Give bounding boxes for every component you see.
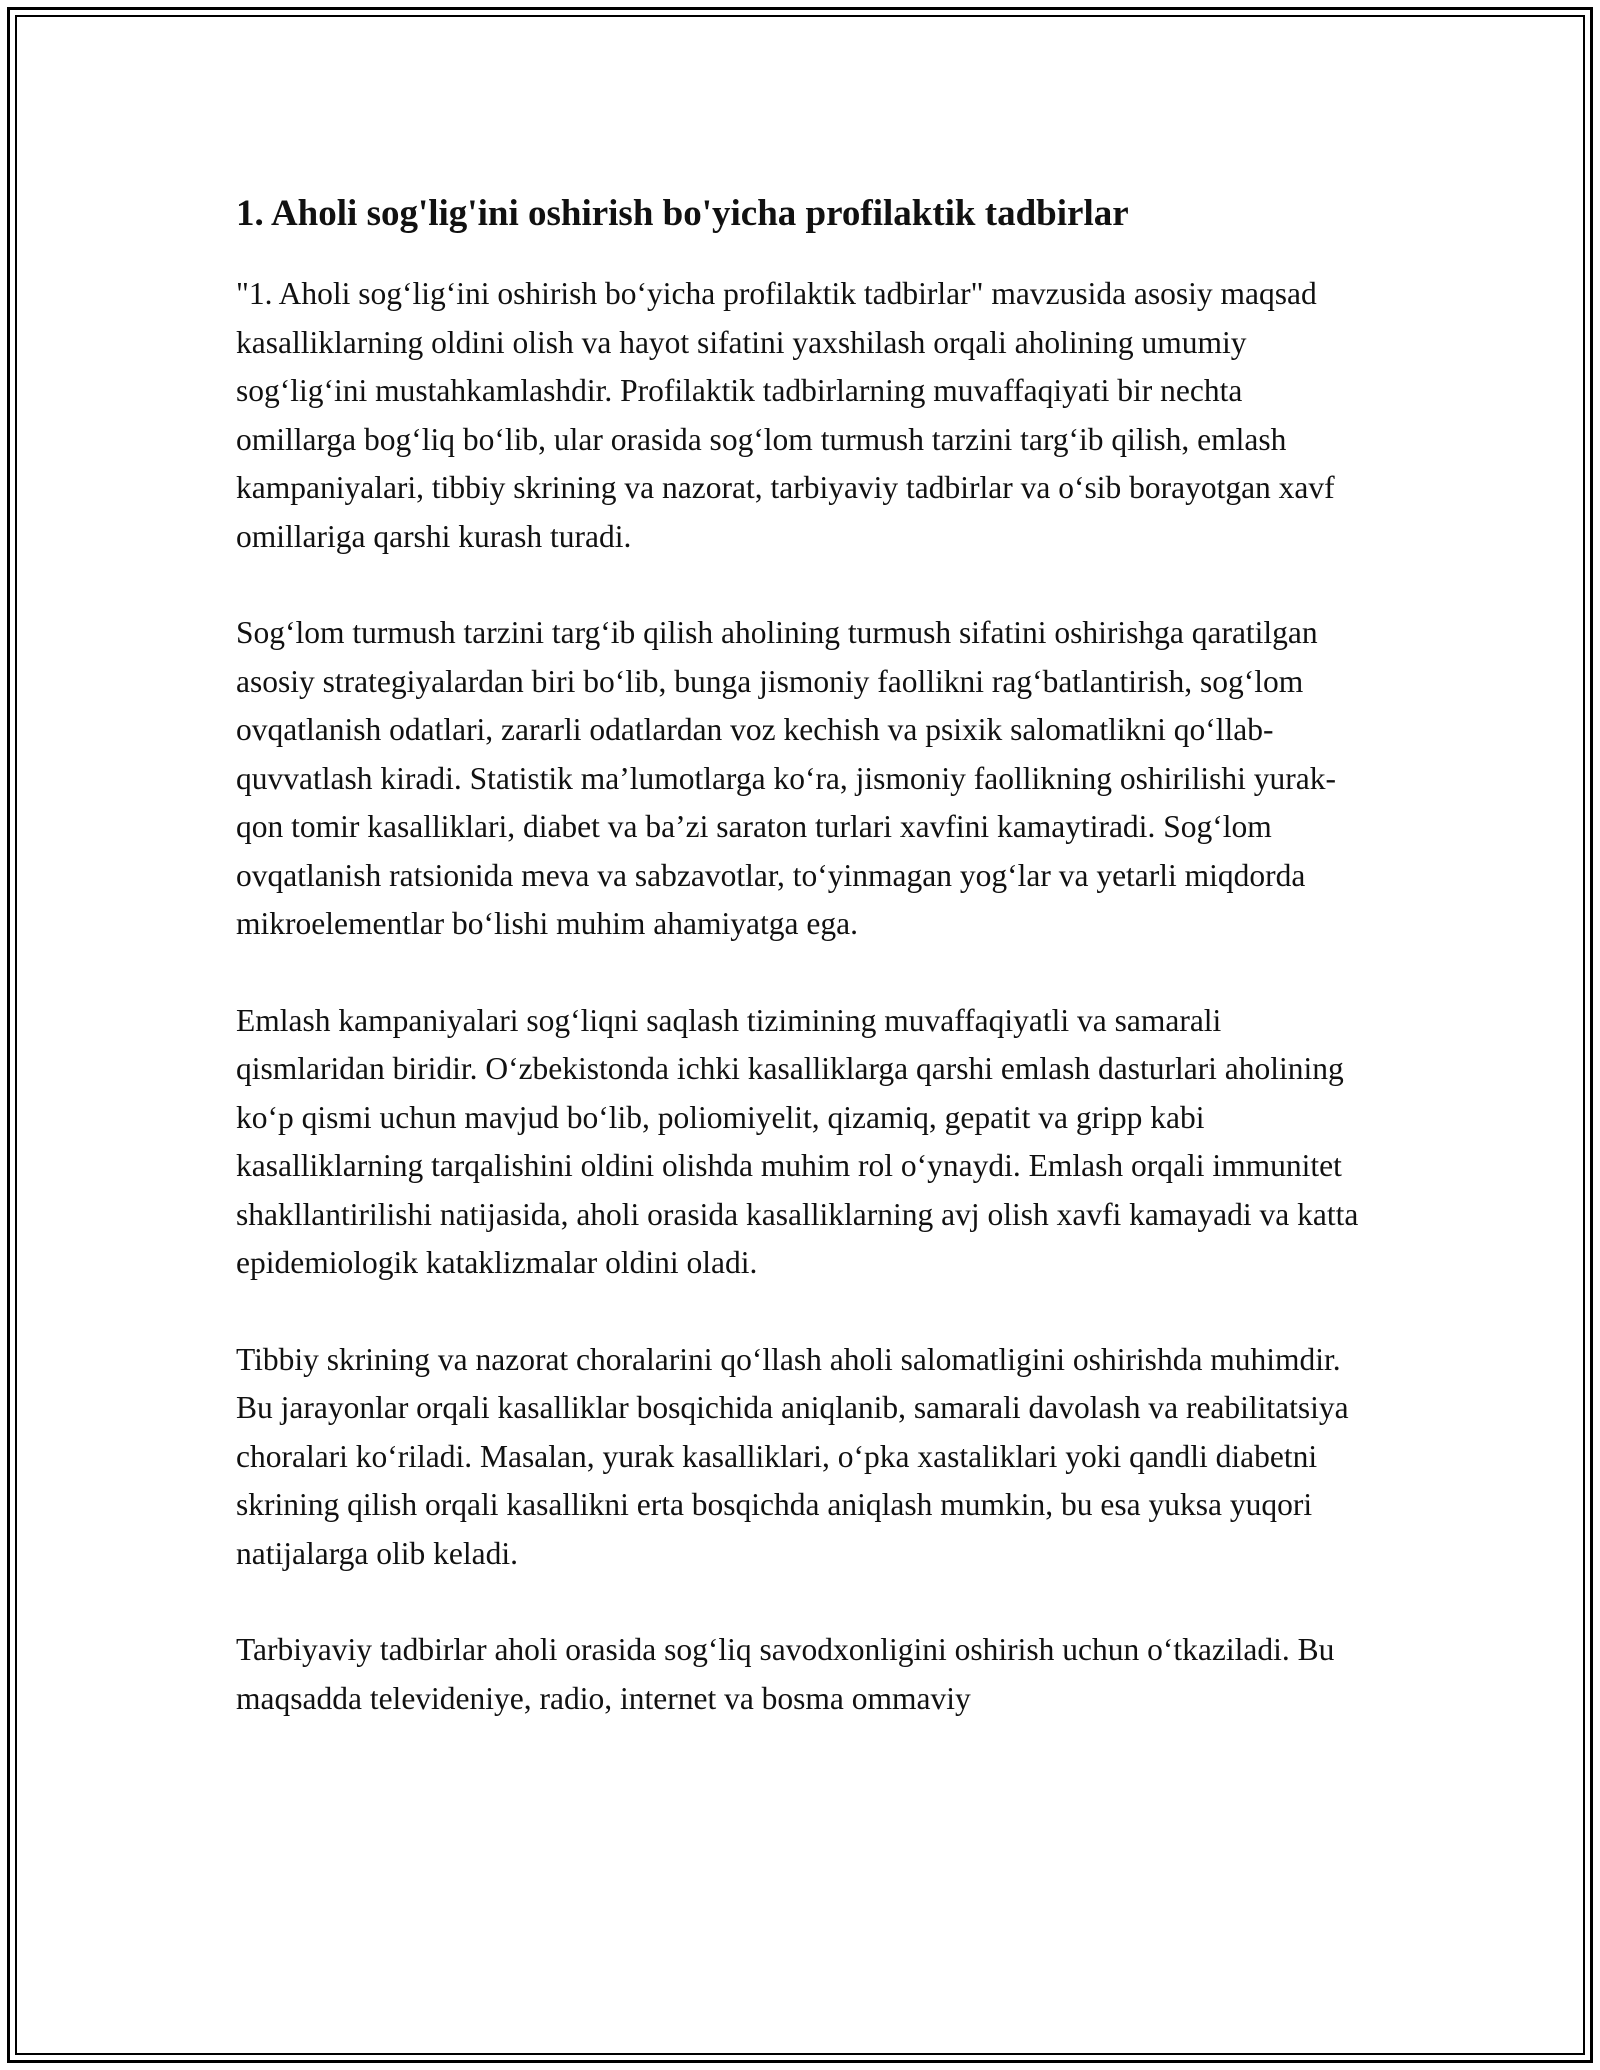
paragraph-screening: Tibbiy skrining va nazorat choralarini qo‘llash aholi salomatligini oshirishda muhimdir. Bu jarayonlar orqali kasalliklar bosqichida aniqlanib, samarali davolash va reabilitatsiya choralari ko‘riladi. Masalan, yurak kasalliklari, o‘pka xastaliklari yoki qandli diabetni skrining qilish orqali kasallikni erta bosqichda aniqlash mumkin, bu esa yuksa yuqori natijalarga olib keladi.	[236, 1341, 1349, 1571]
paragraph-education: Tarbiyaviy tadbirlar aholi orasida sog‘liq savodxonligini oshirish uchun o‘tkaziladi. Bu maqsadda televideniye, radio, internet va bosma ommaviy	[236, 1632, 1335, 1716]
section-heading: 1. Aholi sog'lig'ini oshirish bo'yicha profilaktik tadbirlar	[236, 193, 1129, 234]
paragraph-vaccination: Emlash kampaniyalari sog‘liqni saqlash tizimining muvaffaqiyatli va samarali qismlaridan biridir. O‘zbekistonda ichki kasalliklarga qarshi emlash dasturlari aholining ko‘p qismi uchun mavjud bo‘lib, poliomiyelit, qizamiq, gepatit va gripp kabi kasalliklarning tarqalishini oldini olishda muhim rol o‘ynaydi. Emlash orqali immunitet shakllantirilishi natijasida, aholi orasida kasalliklarning avj olish xavfi kamayadi va katta epidemiologik kataklizmalar oldini oladi.	[236, 1002, 1359, 1280]
document-body	[236, 186, 1366, 1771]
paragraph-healthy-lifestyle: Sog‘lom turmush tarzini targ‘ib qilish aholining turmush sifatini oshirishga qaratilgan asosiy strategiyalardan biri bo‘lib, bunga jismoniy faollikni rag‘batlantirish, sog‘lom ovqatlanish odatlari, zararli odatlardan voz kechish va psixik salomatlikni qo‘llab-quvvatlash kiradi. Statistik ma’lumotlarga ko‘ra, jismoniy faollikning oshirilishi yurak-qon tomir kasalliklari, diabet va ba’zi saraton turlari xavfini kamaytiradi. Sog‘lom ovqatlanish ratsionida meva va sabzavotlar, to‘yinmagan yog‘lar va yetarli miqdorda mikroelementlar bo‘lishi muhim ahamiyatga ega.	[236, 615, 1337, 941]
paragraph-intro: "1. Aholi sog‘lig‘ini oshirish bo‘yicha profilaktik tadbirlar" mavzusida asosiy maqsad kasalliklarning oldini olish va hayot sifatini yaxshilash orqali aholining umumiy sog‘lig‘ini mustahkamlashdir. Profilaktik tadbirlarning muvaffaqiyati bir nechta omillarga bog‘liq bo‘lib, ular orasida sog‘lom turmush tarzini targ‘ib qilish, emlash kampaniyalari, tibbiy skrining va nazorat, tarbiyaviy tadbirlar va o‘sib borayotgan xavf omillariga qarshi kurash turadi.	[236, 276, 1335, 554]
